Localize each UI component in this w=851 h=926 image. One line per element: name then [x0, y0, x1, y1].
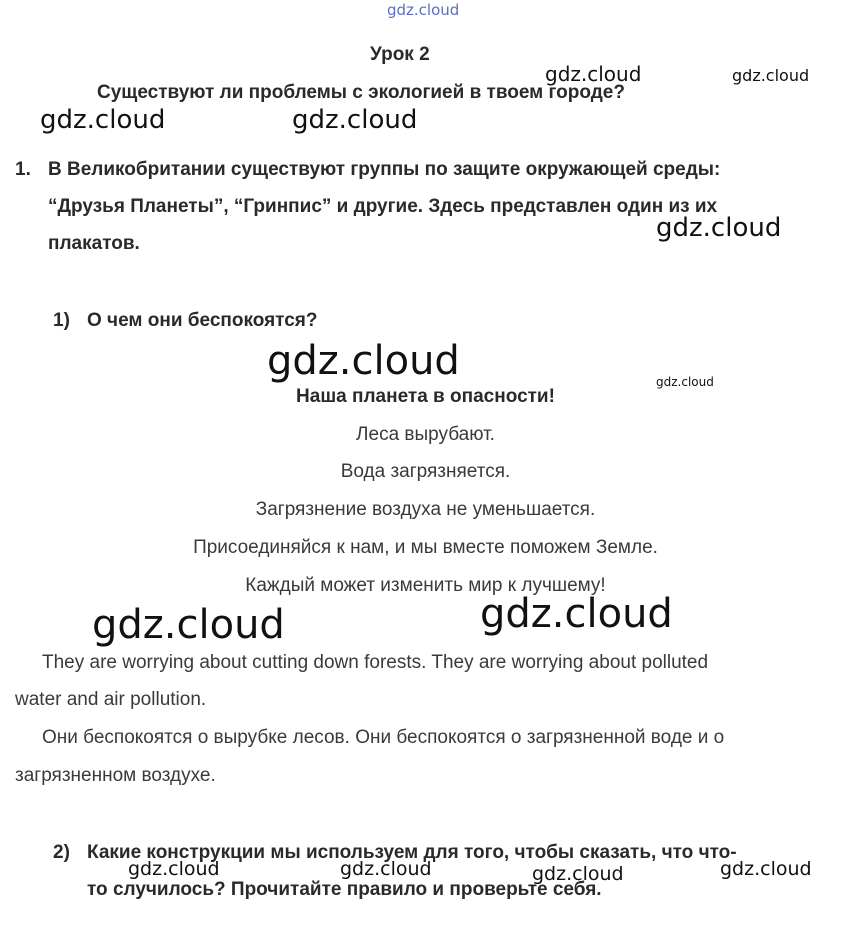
task1-line-1: В Великобритании существуют группы по защите окружающей среды:	[48, 159, 721, 180]
q2-number: 2)	[53, 842, 70, 863]
q2-line-1: Какие конструкции мы используем для того, чтобы сказать, что что-	[87, 842, 737, 863]
task1-number: 1.	[15, 159, 31, 180]
watermark: gdz.cloud	[340, 858, 432, 880]
header-watermark: gdz.cloud	[387, 1, 460, 19]
answer-en-line-1: They are worrying about cutting down forests. They are worrying about polluted	[42, 652, 709, 673]
watermark: gdz.cloud	[92, 602, 285, 648]
answer-ru-line-2: загрязненном воздухе.	[15, 765, 216, 786]
q1-text: О чем они беспокоятся?	[87, 310, 318, 331]
poster-line-3: Загрязнение воздуха не уменьшается.	[255, 499, 596, 520]
watermark: gdz.cloud	[656, 375, 714, 389]
watermark: gdz.cloud	[720, 858, 812, 880]
watermark: gdz.cloud	[128, 858, 220, 880]
poster-line-2: Вода загрязняется.	[340, 461, 511, 482]
watermark: gdz.cloud	[532, 863, 624, 885]
watermark: gdz.cloud	[480, 591, 673, 637]
poster-line-4: Присоединяйся к нам, и мы вместе поможем Земле.	[193, 537, 658, 558]
watermark: gdz.cloud	[732, 66, 810, 85]
poster-line-5: Каждый может изменить мир к лучшему!	[245, 575, 606, 596]
task1-line-2: “Друзья Планеты”, “Гринпис” и другие. Здесь представлен один из их	[48, 196, 718, 217]
watermark: gdz.cloud	[656, 213, 782, 243]
watermark: gdz.cloud	[292, 105, 418, 135]
lesson-subtitle: Существуют ли проблемы с экологией в твоем городе?	[97, 82, 625, 103]
answer-en-line-2: water and air pollution.	[15, 689, 207, 710]
lesson-title: Урок 2	[370, 44, 430, 65]
poster-line-1: Леса вырубают.	[356, 424, 495, 445]
poster-title: Наша планета в опасности!	[296, 386, 555, 407]
q2-line-2: то случилось? Прочитайте правило и проверьте себя.	[87, 879, 602, 900]
watermark: gdz.cloud	[545, 62, 642, 86]
q1-number: 1)	[53, 310, 70, 331]
watermark: gdz.cloud	[267, 338, 460, 384]
answer-ru-line-1: Они беспокоятся о вырубке лесов. Они беспокоятся о загрязненной воде и о	[42, 727, 725, 748]
watermark: gdz.cloud	[40, 105, 166, 135]
task1-line-3: плакатов.	[48, 233, 140, 254]
